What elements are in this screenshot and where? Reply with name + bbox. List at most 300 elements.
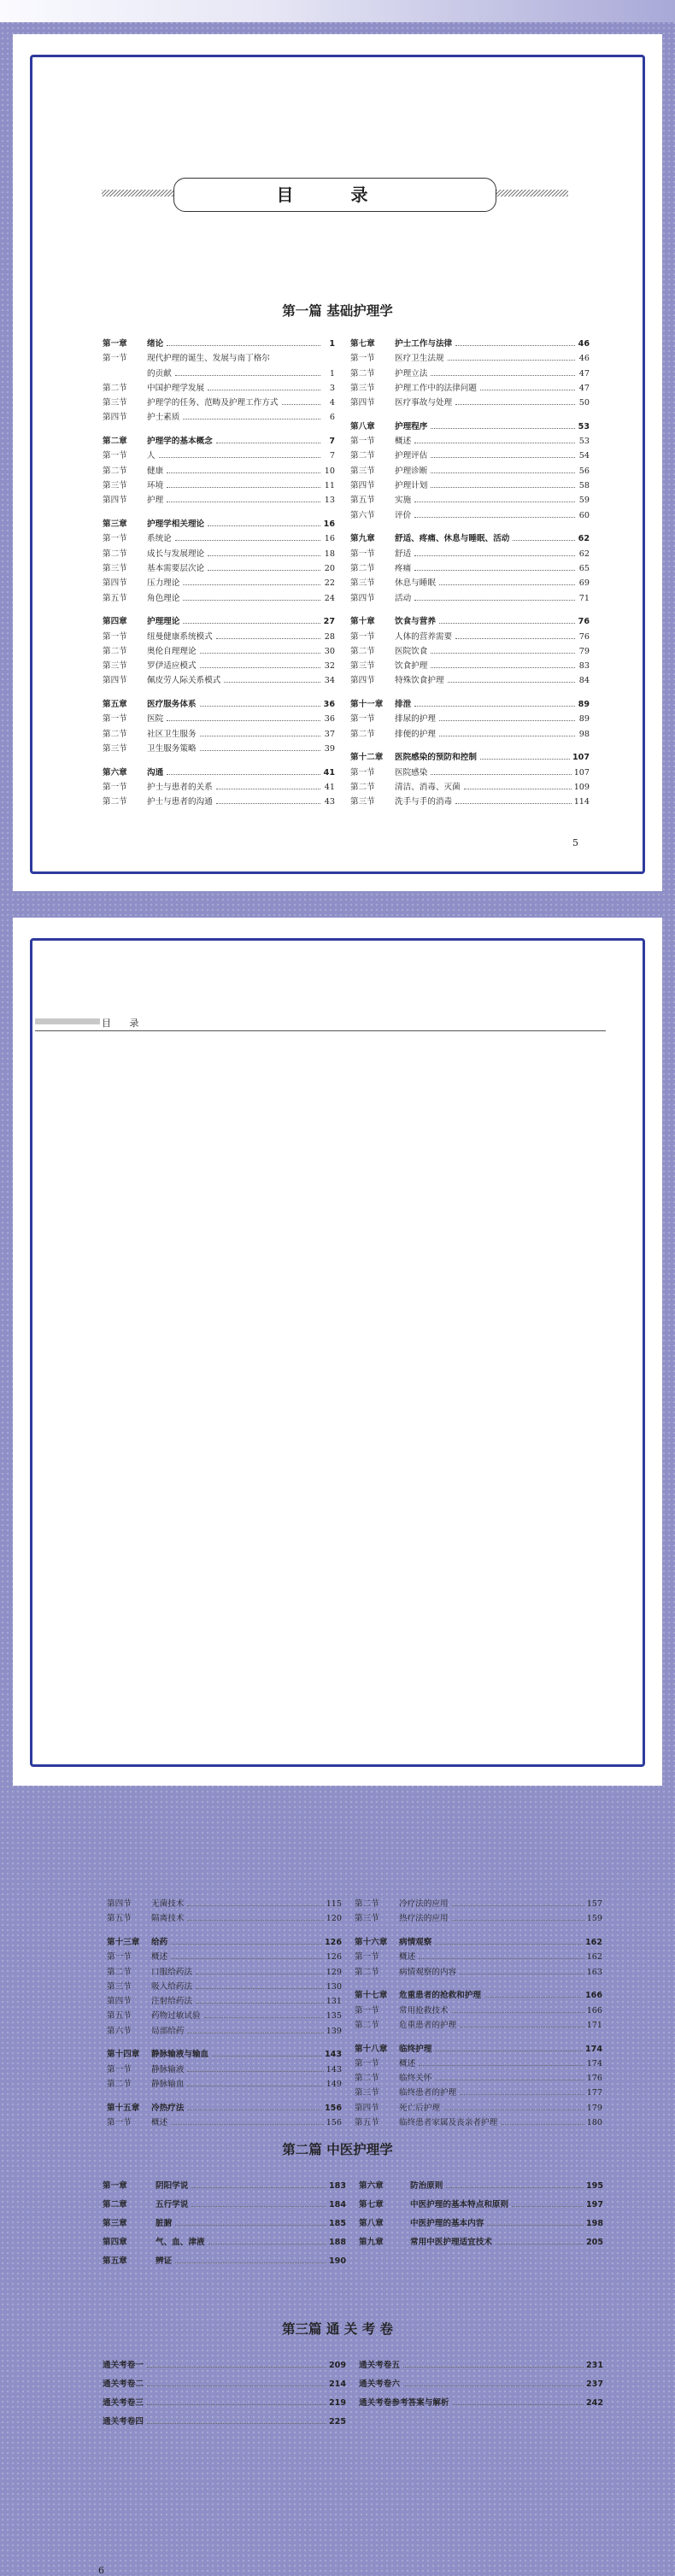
dot-leader — [191, 2187, 326, 2188]
dot-leader — [167, 774, 320, 775]
entry-number: 第三节 — [107, 1981, 132, 1992]
entry-page-number: 7 — [329, 451, 335, 461]
dot-leader — [183, 419, 320, 420]
dot-leader — [175, 2262, 326, 2263]
entry-number: 第十六章 — [355, 1937, 388, 1947]
entry-page-number: 107 — [573, 767, 590, 777]
toc-entry-row — [350, 396, 590, 410]
entry-title: 医疗服务体系 — [147, 700, 197, 710]
entry-title: 通关考卷一 — [103, 2361, 144, 2370]
entry-number: 第一节 — [103, 631, 127, 642]
entry-number: 第三节 — [350, 797, 375, 807]
entry-page-number: 184 — [328, 2200, 346, 2209]
entry-title: 护士工作与法律 — [395, 339, 453, 349]
entry-number: 第三节 — [350, 661, 375, 672]
entry-number: 第六章 — [103, 767, 127, 777]
entry-number: 第六章 — [359, 2181, 384, 2191]
entry-number: 第三章 — [103, 519, 127, 530]
entry-page-number: 56 — [578, 466, 590, 476]
toc-chapter-row — [103, 766, 335, 780]
entry-page-number: 120 — [326, 1914, 342, 1924]
toc-page-5 — [13, 34, 662, 891]
toc-chapter-row — [350, 337, 590, 351]
header-bar — [35, 1018, 100, 1024]
entry-title: 排尿的护理 — [395, 714, 436, 725]
entry-number: 第一节 — [355, 1952, 379, 1963]
toc-entry-row — [107, 1965, 342, 1980]
dot-leader — [419, 2065, 584, 2066]
dot-leader — [183, 623, 320, 624]
entry-page-number: 71 — [578, 593, 590, 603]
toc-entry-row — [355, 2004, 602, 2018]
entry-number: 第一节 — [355, 2005, 379, 2016]
entry-title: 健康 — [147, 466, 164, 476]
entry-page-number: 46 — [578, 354, 590, 364]
toc-entry-row — [359, 2198, 603, 2216]
entry-number: 第二节 — [355, 2074, 379, 2084]
part2-title: 第二篇 中医护理学 — [282, 2141, 393, 2157]
entry-number: 第二节 — [350, 729, 375, 739]
entry-title: 护士与患者的关系 — [147, 782, 213, 792]
entry-number: 第三节 — [103, 563, 127, 573]
entry-page-number: 162 — [586, 1952, 602, 1963]
toc-chapter-row — [103, 697, 335, 712]
dot-leader — [414, 517, 575, 518]
entry-page-number: 47 — [578, 368, 590, 378]
entry-title: 排便的护理 — [395, 729, 436, 739]
entry-title: 压力理论 — [147, 578, 180, 589]
entry-page-number: 10 — [324, 466, 335, 476]
entry-title: 防治原则 — [410, 2181, 443, 2191]
dot-leader — [200, 750, 320, 751]
entry-page-number: 53 — [578, 421, 590, 431]
dot-leader — [200, 667, 320, 668]
entry-number: 第二节 — [103, 646, 127, 656]
entry-number: 第二节 — [355, 2020, 379, 2030]
entry-page-number: 89 — [578, 714, 590, 725]
dot-leader — [431, 774, 571, 775]
entry-page-number: 60 — [578, 510, 590, 520]
entry-title: 通关考卷三 — [103, 2398, 144, 2408]
toc-entry-row — [107, 1950, 342, 1964]
entry-title: 药物过敏试验 — [151, 2011, 201, 2021]
entry-title: 护理诊断 — [395, 466, 428, 476]
toc-entry-row — [107, 1897, 342, 1911]
entry-page-number: 130 — [326, 1981, 342, 1992]
toc-entry-row — [355, 2115, 602, 2130]
entry-page-number: 32 — [324, 661, 335, 672]
toc-entry-row — [350, 659, 590, 673]
toc-entry-row — [355, 1911, 602, 1926]
entry-number: 第二节 — [103, 729, 127, 739]
toc-entry-row — [103, 561, 335, 576]
toc-entry-row — [107, 2063, 342, 2077]
dot-leader — [216, 803, 320, 804]
toc-left-column — [107, 1897, 342, 2130]
dot-leader — [200, 653, 320, 654]
part3-title: 第三篇 通 关 考 卷 — [281, 2321, 394, 2337]
toc-entry-row — [103, 591, 335, 606]
entry-title: 医疗事故与处理 — [395, 398, 453, 408]
entry-title: 佩皮劳人际关系模式 — [147, 676, 221, 686]
entry-page-number: 171 — [586, 2020, 602, 2030]
toc-entry-row — [350, 795, 590, 809]
entry-number: 第三章 — [103, 2219, 127, 2228]
entry-page-number: 1 — [329, 339, 335, 349]
entry-page-number: 209 — [328, 2361, 346, 2370]
toc-entry-row — [103, 381, 335, 396]
entry-title: 环境 — [147, 481, 164, 491]
entry-title: 罗伊适应模式 — [147, 661, 197, 672]
entry-page-number: 59 — [578, 496, 590, 506]
entry-number: 第二章 — [103, 437, 127, 447]
entry-page-number: 58 — [578, 481, 590, 491]
dot-leader — [414, 706, 575, 707]
entry-title: 概述 — [151, 1952, 168, 1963]
dot-leader — [439, 584, 575, 585]
entry-title: 卫生服务策略 — [147, 743, 197, 754]
entry-page-number: 7 — [329, 437, 335, 447]
entry-page-number: 76 — [578, 617, 590, 627]
toc-entry-row — [359, 2358, 603, 2377]
entry-page-number: 156 — [326, 2118, 342, 2128]
dot-leader — [167, 487, 320, 488]
entry-number: 第九章 — [350, 534, 375, 544]
dot-leader — [414, 555, 575, 556]
dot-leader — [431, 667, 575, 668]
part3-left-column — [103, 2358, 346, 2433]
dot-leader — [455, 638, 575, 639]
toc-entry-row — [350, 449, 590, 463]
toc-entry-row — [355, 2101, 602, 2115]
entry-page-number: 242 — [585, 2398, 603, 2408]
entry-title: 中国护理学发展 — [147, 383, 205, 393]
toc-chapter-row — [107, 2047, 342, 2062]
entry-page-number: 54 — [578, 451, 590, 461]
dot-leader — [487, 2225, 584, 2226]
entry-title: 危重患者的护理 — [399, 2020, 457, 2030]
toc-entry-row — [107, 2115, 342, 2130]
entry-title: 沟通 — [147, 767, 164, 777]
toc-entry-row — [359, 2235, 603, 2254]
toc-entry-row — [103, 644, 335, 659]
toc-entry-row — [350, 367, 590, 381]
entry-title: 危重患者的抢救和护理 — [399, 1991, 481, 2001]
entry-page-number: 79 — [578, 646, 590, 656]
entry-title: 临终护理 — [399, 2044, 432, 2054]
entry-title: 概述 — [399, 1952, 416, 1963]
entry-number: 第二节 — [103, 549, 127, 559]
entry-number: 第五节 — [107, 2011, 132, 2021]
dot-leader — [455, 404, 575, 405]
dot-leader — [147, 2404, 326, 2405]
toc-right-column — [350, 337, 590, 810]
entry-page-number: 3 — [329, 383, 335, 393]
toc-entry-row — [350, 712, 590, 726]
entry-title: 吸入给药法 — [151, 1981, 192, 1992]
entry-page-number: 83 — [578, 661, 590, 672]
entry-page-number: 197 — [585, 2200, 603, 2209]
entry-page-number: 237 — [585, 2379, 603, 2389]
entry-page-number: 50 — [578, 398, 590, 408]
entry-number: 第一节 — [350, 437, 375, 447]
entry-title: 疼痛 — [395, 563, 412, 573]
toc-entry-row — [103, 2396, 346, 2415]
entry-title: 给药 — [151, 1937, 168, 1947]
toc-left-column — [103, 337, 335, 810]
entry-title: 医院感染的预防和控制 — [395, 753, 477, 763]
dot-leader — [196, 1988, 324, 1989]
entry-number: 第三节 — [103, 398, 127, 408]
toc-entry-row — [350, 478, 590, 493]
entry-title: 实施 — [395, 496, 412, 506]
dot-leader — [455, 345, 575, 346]
toc-entry-row — [355, 2086, 602, 2100]
toc-entry-row — [103, 449, 335, 463]
dot-leader — [187, 1905, 323, 1906]
entry-page-number: 139 — [326, 2026, 342, 2036]
toc-entry-row — [103, 576, 335, 590]
entry-number: 第一节 — [103, 714, 127, 725]
entry-number: 第六节 — [107, 2026, 132, 2036]
entry-page-number: 22 — [324, 578, 335, 589]
toc-entry-row — [359, 2396, 603, 2415]
dot-leader — [452, 1920, 584, 1921]
entry-number: 第八章 — [359, 2219, 384, 2228]
toc-chapter-row — [103, 517, 335, 531]
entry-number: 第三节 — [355, 1914, 379, 1924]
toc-entry-row — [350, 508, 590, 523]
entry-number: 第四节 — [355, 2103, 379, 2113]
entry-number: 第二节 — [107, 1967, 132, 1977]
entry-title: 临终患者家属及丧亲者护理 — [399, 2118, 498, 2128]
entry-title: 医院 — [147, 714, 164, 725]
entry-title: 的贡献 — [147, 368, 172, 378]
entry-title: 辨证 — [156, 2256, 173, 2266]
toc-entry-row — [103, 2415, 346, 2433]
dot-leader — [460, 2094, 584, 2095]
toc-entry-row — [103, 2179, 346, 2198]
toc-entry-row — [350, 673, 590, 688]
toc-entry-row — [103, 742, 335, 756]
entry-page-number: 163 — [586, 1967, 602, 1977]
entry-title: 护理程序 — [395, 421, 428, 431]
entry-number: 第二节 — [350, 451, 375, 461]
entry-number: 第一节 — [103, 534, 127, 544]
entry-title: 评价 — [395, 510, 412, 520]
entry-title: 休息与睡眠 — [395, 578, 436, 589]
toc-entry-row — [103, 493, 335, 508]
entry-number: 第三节 — [355, 2088, 379, 2098]
entry-page-number: 62 — [578, 534, 590, 544]
entry-title: 通关考卷二 — [103, 2379, 144, 2389]
dot-leader — [452, 1905, 584, 1906]
entry-page-number: 16 — [324, 534, 335, 544]
dot-leader — [513, 540, 575, 541]
entry-number: 第十四章 — [107, 2050, 140, 2060]
entry-title: 特殊饮食护理 — [395, 676, 444, 686]
dot-leader — [208, 555, 320, 556]
entry-title: 病情观察 — [399, 1937, 432, 1947]
entry-title: 护理学相关理论 — [147, 519, 205, 530]
dot-leader — [171, 1944, 322, 1945]
entry-page-number: 39 — [324, 743, 335, 754]
entry-page-number: 219 — [328, 2398, 346, 2408]
entry-page-number: 143 — [326, 2064, 342, 2074]
dot-leader — [187, 1920, 323, 1921]
entry-number: 第四节 — [103, 578, 127, 589]
toc-entry-row — [350, 644, 590, 659]
entry-number: 第三节 — [103, 481, 127, 491]
toc-entry-row — [103, 396, 335, 410]
entry-number: 第一节 — [350, 714, 375, 725]
toc-entry-row — [107, 1911, 342, 1926]
entry-title: 排泄 — [395, 700, 412, 710]
dot-leader — [414, 570, 575, 571]
entry-page-number: 114 — [573, 797, 590, 807]
entry-number: 第四节 — [350, 398, 375, 408]
entry-page-number: 159 — [586, 1914, 602, 1924]
entry-title: 概述 — [395, 437, 412, 447]
dot-leader — [431, 472, 575, 473]
entry-title: 概述 — [151, 2118, 168, 2128]
entry-number: 第三节 — [103, 743, 127, 754]
part2-left-column — [103, 2179, 346, 2273]
toc-entry-row — [350, 547, 590, 561]
entry-title: 护士与患者的沟通 — [147, 797, 213, 807]
dot-leader — [282, 404, 321, 405]
toc-title: 目 录 — [173, 178, 496, 212]
entry-title: 社区卫生服务 — [147, 729, 197, 739]
entry-number: 第七章 — [350, 339, 375, 349]
entry-number: 第五节 — [355, 2118, 379, 2128]
running-header: 目 录 — [102, 1018, 147, 1029]
entry-number: 第二节 — [350, 563, 375, 573]
dot-leader — [452, 2012, 584, 2013]
entry-number: 第一节 — [350, 631, 375, 642]
entry-page-number: 185 — [328, 2219, 346, 2228]
toc-entry-row — [107, 2009, 342, 2023]
entry-page-number: 65 — [578, 563, 590, 573]
toc-entry-row — [103, 673, 335, 688]
entry-page-number: 89 — [578, 700, 590, 710]
toc-entry-row — [103, 547, 335, 561]
entry-number: 第十七章 — [355, 1991, 388, 2001]
entry-page-number: 1 — [329, 368, 335, 378]
entry-page-number: 24 — [324, 593, 335, 603]
entry-title: 护理计划 — [395, 481, 428, 491]
dot-leader — [431, 653, 575, 654]
entry-number: 第五节 — [107, 1914, 132, 1924]
toc-page-6 — [13, 918, 662, 2576]
dot-leader — [147, 2367, 326, 2368]
dot-leader — [196, 1974, 324, 1975]
entry-number: 第一节 — [107, 2064, 132, 2074]
entry-page-number: 4 — [329, 398, 335, 408]
entry-page-number: 6 — [329, 413, 335, 423]
entry-number: 第四章 — [103, 617, 127, 627]
entry-title: 护理理论 — [147, 617, 180, 627]
dot-leader — [204, 2017, 324, 2018]
entry-number: 第一节 — [103, 782, 127, 792]
entry-title: 绪论 — [147, 339, 164, 349]
toc-right-column — [355, 1897, 602, 2130]
entry-page-number: 131 — [326, 1997, 342, 2007]
entry-page-number: 195 — [585, 2181, 603, 2191]
dot-leader — [512, 2206, 584, 2207]
dot-leader — [183, 584, 320, 585]
toc-entry-row — [103, 2198, 346, 2216]
toc-entry-row — [103, 478, 335, 493]
entry-number: 第十二章 — [350, 753, 384, 763]
entry-title: 热疗法的应用 — [399, 1914, 449, 1924]
entry-title: 医院感染 — [395, 767, 428, 777]
entry-title: 现代护理的诞生、发展与南丁格尔 — [147, 354, 270, 364]
entry-title: 基本需要层次论 — [147, 563, 205, 573]
toc-chapter-row — [103, 614, 335, 629]
entry-number: 第八章 — [350, 421, 375, 431]
entry-title: 临终关怀 — [399, 2074, 432, 2084]
toc-entry-row — [103, 464, 335, 478]
entry-number: 第九章 — [359, 2238, 384, 2247]
entry-number: 第五节 — [103, 593, 127, 603]
entry-page-number: 198 — [585, 2219, 603, 2228]
entry-title: 成长与发展理论 — [147, 549, 205, 559]
dot-leader — [159, 457, 320, 458]
dot-leader — [171, 2124, 324, 2125]
toc-entry-row — [103, 2377, 346, 2396]
toc-entry-row — [355, 2018, 602, 2033]
dot-leader — [403, 2367, 584, 2368]
toc-entry-row — [355, 1965, 602, 1980]
entry-title: 常用抢救技术 — [399, 2005, 449, 2016]
dot-leader — [403, 2385, 584, 2386]
entry-number: 第一节 — [103, 354, 127, 364]
entry-number: 第二节 — [103, 466, 127, 476]
entry-title: 角色理论 — [147, 593, 180, 603]
entry-page-number: 174 — [586, 2058, 602, 2068]
entry-number: 第一节 — [350, 767, 375, 777]
toc-chapter-row — [103, 434, 335, 449]
entry-page-number: 177 — [586, 2088, 602, 2098]
top-banner — [0, 0, 675, 22]
entry-page-number: 16 — [323, 519, 335, 530]
entry-page-number: 27 — [323, 617, 335, 627]
dot-leader — [175, 375, 320, 376]
entry-page-number: 69 — [578, 578, 590, 589]
toc-entry-row — [103, 531, 335, 546]
toc-chapter-row — [350, 697, 590, 712]
entry-page-number: 18 — [324, 549, 335, 559]
entry-page-number: 62 — [578, 549, 590, 559]
toc-entry-row — [107, 2077, 342, 2092]
toc-entry-row — [350, 576, 590, 590]
dot-leader — [167, 345, 320, 346]
entry-page-number: 156 — [324, 2103, 342, 2113]
entry-title: 护理学的基本概念 — [147, 437, 213, 447]
entry-page-number: 13 — [324, 496, 335, 506]
entry-number: 第十三章 — [107, 1937, 140, 1947]
dot-leader — [431, 375, 575, 376]
dot-leader — [208, 570, 320, 571]
entry-page-number: 135 — [326, 2011, 342, 2021]
entry-title: 护士素质 — [147, 413, 180, 423]
entry-number: 第六节 — [350, 510, 375, 520]
toc-entry-row — [359, 2377, 603, 2396]
entry-page-number: 11 — [324, 481, 335, 491]
entry-title: 临终患者的护理 — [399, 2088, 457, 2098]
entry-page-number: 36 — [323, 700, 335, 710]
